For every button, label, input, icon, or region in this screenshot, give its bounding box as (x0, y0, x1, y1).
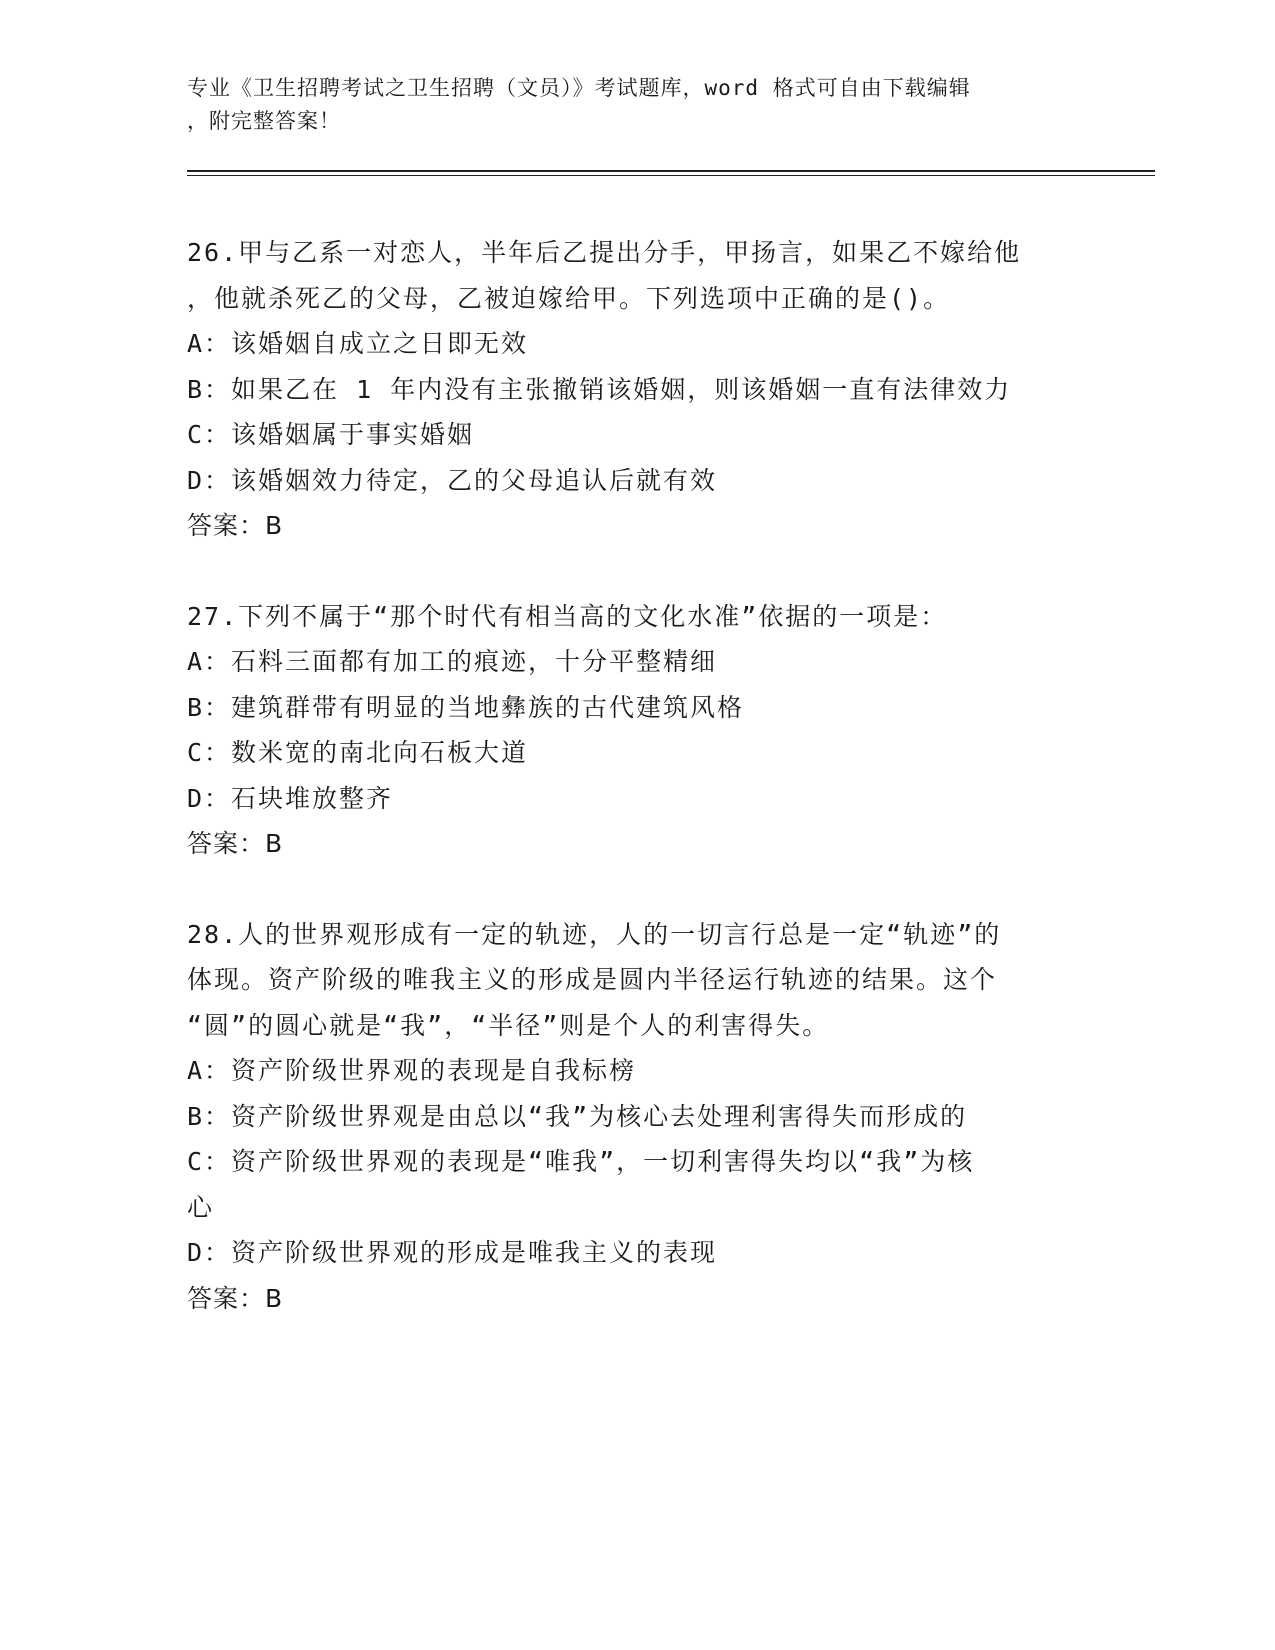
answer-label: 答案：B (187, 829, 284, 858)
question-stem-line: 26.甲与乙系一对恋人，半年后乙提出分手，甲扬言，如果乙不嫁给他 (187, 238, 1022, 267)
header-line: 专业《卫生招聘考试之卫生招聘（文员）》考试题库，word 格式可自由下载编辑 (187, 76, 971, 100)
option-c: C：该婚姻属于事实婚姻 (187, 420, 475, 449)
question-27 (187, 594, 1155, 867)
question-28 (187, 912, 1155, 1322)
answer-label: 答案：B (187, 511, 284, 540)
option-a: A：资产阶级世界观的表现是自我标榜 (187, 1056, 637, 1085)
option-c: C：资产阶级世界观的表现是“唯我”，一切利害得失均以“我”为核 (187, 1147, 975, 1176)
option-d: D：资产阶级世界观的形成是唯我主义的表现 (187, 1238, 718, 1267)
document-header (187, 72, 1087, 138)
question-stem-line: 28.人的世界观形成有一定的轨迹，人的一切言行总是一定“轨迹”的 (187, 919, 1002, 949)
question-26 (187, 230, 1155, 549)
header-divider (187, 170, 1155, 172)
document-page (187, 72, 1155, 1321)
option-d: D：石块堆放整齐 (187, 783, 394, 813)
option-d: D：该婚姻效力待定，乙的父母追认后就有效 (187, 465, 718, 495)
question-stem-line: “圆”的圆心就是“我”，“半径”则是个人的利害得失。 (187, 1010, 830, 1040)
answer-label: 答案：B (187, 1283, 284, 1313)
header-divider (187, 175, 1155, 176)
question-stem-line: ，他就杀死乙的父母，乙被迫嫁给甲。下列选项中正确的是()。 (187, 283, 951, 313)
option-c: C：数米宽的南北向石板大道 (187, 738, 529, 767)
header-line: ，附完整答案！ (187, 109, 341, 133)
option-b: B：建筑群带有明显的当地彝族的古代建筑风格 (187, 692, 745, 722)
option-b: B：如果乙在 1 年内没有主张撤销该婚姻，则该婚姻一直有法律效力 (187, 374, 1012, 404)
question-stem-line: 体现。资产阶级的唯我主义的形成是圆内半径运行轨迹的结果。这个 (187, 965, 998, 994)
option-a: A：石料三面都有加工的痕迹，十分平整精细 (187, 647, 718, 676)
question-stem-line: 27.下列不属于“那个时代有相当高的文化水准”依据的一项是： (187, 601, 948, 631)
option-c-continued: 心 (187, 1192, 215, 1222)
option-b: B：资产阶级世界观是由总以“我”为核心去处理利害得失而形成的 (187, 1101, 968, 1131)
option-a: A：该婚姻自成立之日即无效 (187, 329, 529, 358)
